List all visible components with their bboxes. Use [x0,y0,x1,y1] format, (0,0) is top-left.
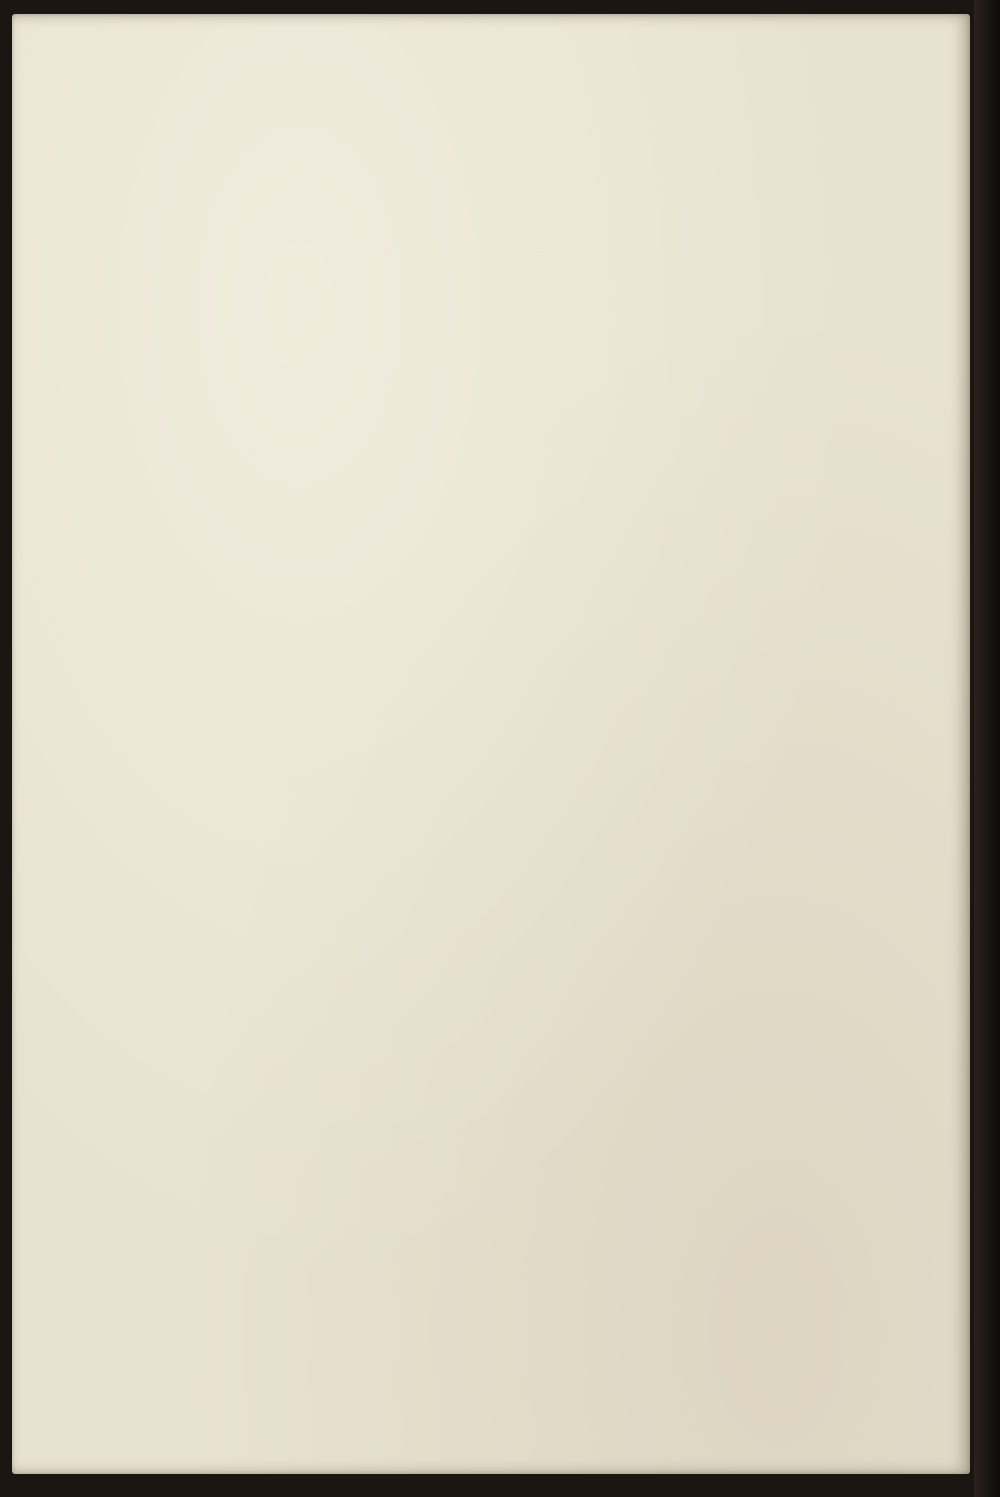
book-page [12,14,970,1474]
book-gutter [974,0,1000,1497]
